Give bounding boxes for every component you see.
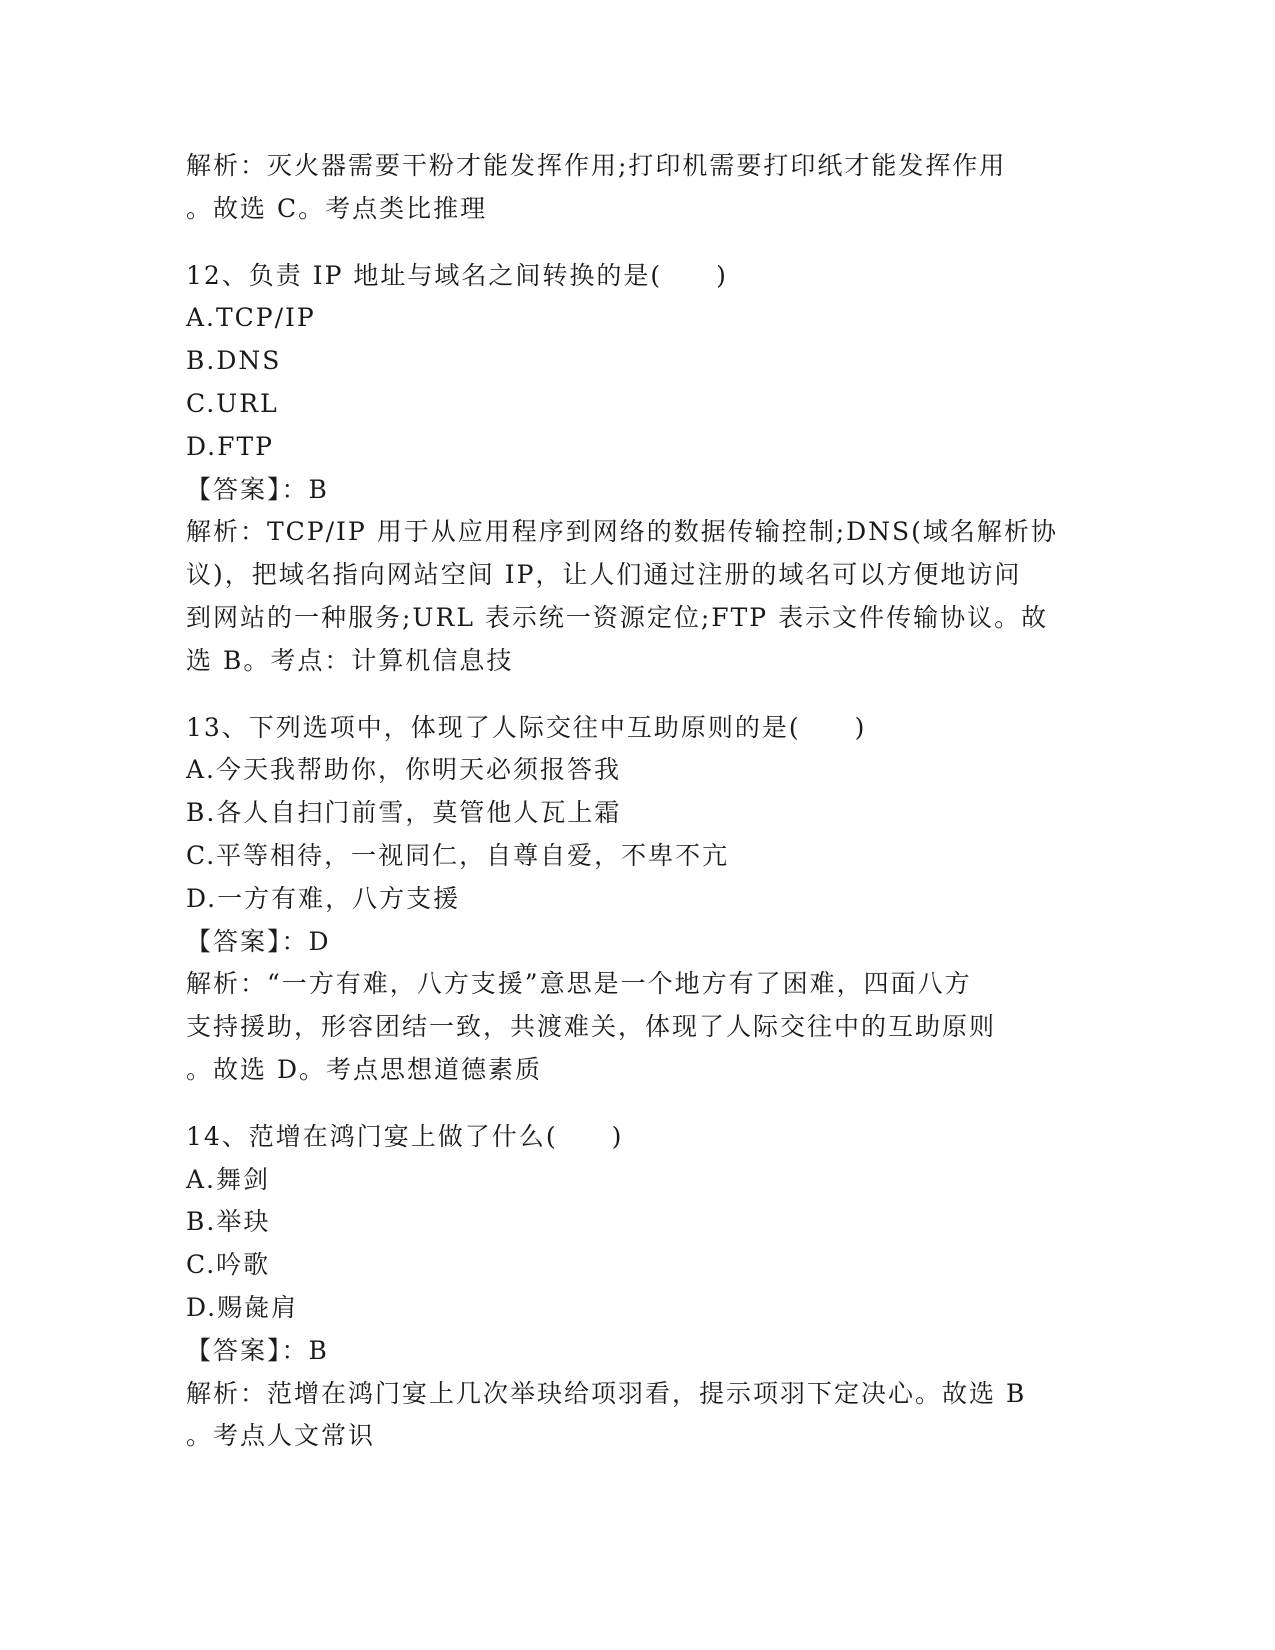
question-text: 13、下列选项中，体现了人际交往中互助原则的是( ) [186,712,867,742]
option-a: A.今天我帮助你，你明天必须报答我 [186,755,622,785]
explanation-line: 议)，把域名指向网站空间 IP，让人们通过注册的域名可以方便地访问 [186,560,1022,590]
explanation-line: 解析：TCP/IP 用于从应用程序到网络的数据传输控制;DNS(域名解析协 [186,517,1058,547]
explanation-line: 。考点人文常识 [186,1421,376,1451]
explanation-line: 。故选 D。考点思想道德素质 [186,1054,542,1084]
option-b: B.各人自扫门前雪，莫管他人瓦上霜 [186,798,622,828]
question-text: 12、负责 IP 地址与域名之间转换的是( ) [186,260,728,290]
explanation-line: 解析：“一方有难，八方支援”意思是一个地方有了困难，四面八方 [186,969,972,999]
option-b: B.举玦 [186,1207,271,1237]
question-block-13 [186,707,1086,1092]
answer-line: 【答案】：B [186,474,329,504]
option-d: D.赐彘肩 [186,1292,299,1322]
document-content [186,145,1086,1458]
answer-line: 【答案】：B [186,1335,329,1365]
option-a: A.TCP/IP [186,303,316,333]
question-text: 14、范增在鸿门宴上做了什么( ) [186,1121,624,1151]
option-d: D.FTP [186,431,274,461]
explanation-line: 到网站的一种服务;URL 表示统一资源定位;FTP 表示文件传输协议。故 [186,602,1049,632]
explanation-line: 支持援助，形容团结一致，共渡难关，体现了人际交往中的互助原则 [186,1012,997,1042]
option-a: A.舞剑 [186,1164,271,1194]
option-b: B.DNS [186,346,282,376]
explanation-line: 。故选 C。考点类比推理 [186,193,488,223]
option-c: C.平等相待，一视同仁，自尊自爱，不卑不亢 [186,840,730,870]
explanation-line: 解析：范增在鸿门宴上几次举玦给项羽看，提示项羽下定决心。故选 B [186,1378,1027,1408]
explanation-line: 选 B。考点：计算机信息技 [186,645,514,675]
question-block-12 [186,255,1086,683]
answer-line: 【答案】：D [186,926,331,956]
option-c: C.吟歌 [186,1250,271,1280]
option-d: D.一方有难，八方支援 [186,883,461,913]
intro-explanation [186,145,1086,231]
explanation-line: 解析：灭火器需要干粉才能发挥作用;打印机需要打印纸才能发挥作用 [186,151,1007,180]
option-c: C.URL [186,388,279,418]
question-block-14 [186,1116,1086,1458]
